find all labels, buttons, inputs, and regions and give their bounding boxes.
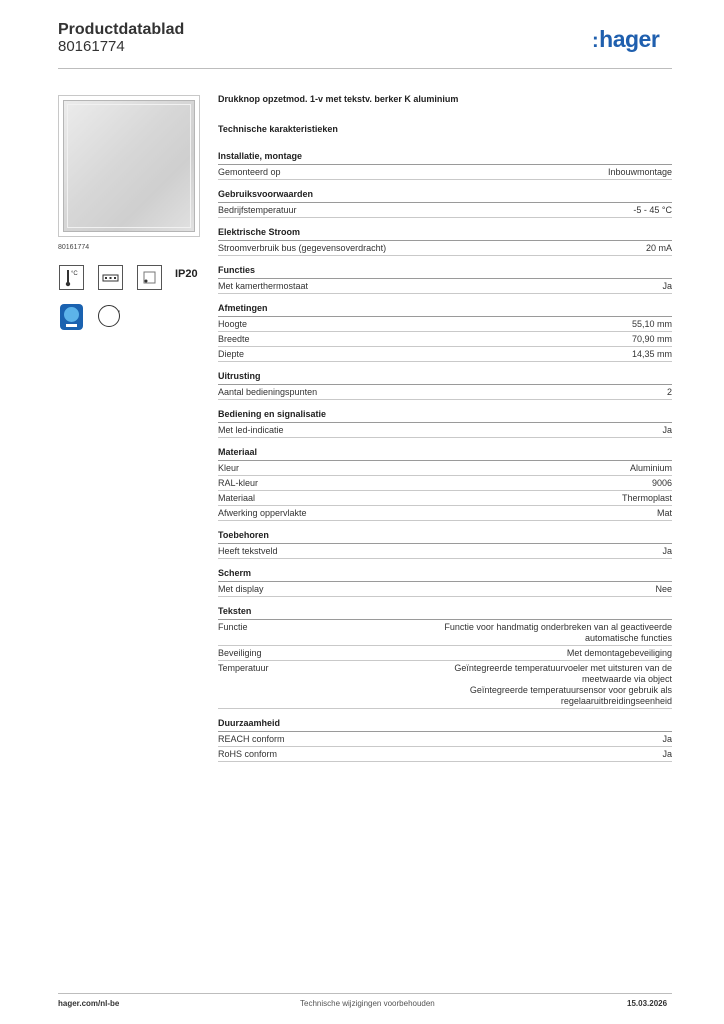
product-image-caption: 80161774: [58, 244, 90, 251]
spec-group-title: Toebehoren: [218, 529, 672, 544]
spec-label: Met led-indicatie: [218, 425, 284, 435]
spec-label: Functie: [218, 622, 248, 632]
spec-label: RoHS conform: [218, 749, 278, 759]
spec-group: [218, 529, 672, 559]
spec-group: [218, 188, 672, 218]
spec-group: [218, 226, 672, 256]
spec-value: 2: [666, 387, 672, 397]
spec-row: [218, 165, 672, 180]
spec-row: [218, 423, 672, 438]
spec-row: [218, 582, 672, 597]
hager-logo: [592, 26, 659, 53]
logo-text: hager: [599, 26, 660, 52]
spec-value: Ja: [662, 734, 672, 744]
spec-group-title: Materiaal: [218, 446, 672, 461]
ip-rating-badge: IP20: [175, 268, 198, 280]
spec-group: [218, 264, 672, 294]
spec-group-title: Elektrische Stroom: [218, 226, 672, 241]
spec-row: [218, 491, 672, 506]
footer-divider: [58, 993, 672, 994]
spec-value: Aluminium: [629, 463, 672, 473]
spec-row: [218, 279, 672, 294]
spec-column: [218, 94, 672, 770]
spec-group-title: Uitrusting: [218, 370, 672, 385]
footer-website: hager.com/nl-be: [58, 999, 120, 1008]
spec-group: [218, 605, 672, 709]
spec-value: 9006: [651, 478, 672, 488]
header-divider: [58, 68, 672, 69]
spec-group: [218, 150, 672, 180]
spec-group: [218, 408, 672, 438]
spec-row: [218, 317, 672, 332]
section-title: Technische karakteristieken: [218, 124, 338, 134]
spec-group-title: Bediening en signalisatie: [218, 408, 672, 423]
spec-value: Ja: [662, 281, 672, 291]
spec-label: Heeft tekstveld: [218, 546, 278, 556]
spec-value: Nee: [655, 584, 672, 594]
spec-row: [218, 241, 672, 256]
spec-value: Ja: [662, 425, 672, 435]
circle-sensor-tag: ″: [118, 311, 121, 317]
spec-value: 55,10 mm: [631, 319, 672, 329]
spec-label: Aantal bedieningspunten: [218, 387, 318, 397]
spec-group-title: Installatie, montage: [218, 150, 672, 165]
spec-label: Met display: [218, 584, 264, 594]
product-name: Drukknop opzetmod. 1-v met tekstv. berker K aluminium: [218, 94, 459, 104]
spec-label: Temperatuur: [218, 663, 269, 673]
spec-label: RAL-kleur: [218, 478, 259, 488]
spec-groups: [218, 150, 672, 762]
footer-date: 15.03.2026: [627, 999, 668, 1008]
product-code: 80161774: [58, 38, 125, 55]
eprel-icon: [60, 304, 83, 330]
spec-group: [218, 567, 672, 597]
spec-value: 14,35 mm: [631, 349, 672, 359]
spec-group: [218, 370, 672, 400]
spec-value: 70,90 mm: [631, 334, 672, 344]
spec-label: REACH conform: [218, 734, 285, 744]
display-panel-icon: [98, 265, 123, 290]
spec-label: Kleur: [218, 463, 240, 473]
spec-row: [218, 385, 672, 400]
spec-row: [218, 476, 672, 491]
spec-label: Materiaal: [218, 493, 256, 503]
spec-label: Diepte: [218, 349, 245, 359]
spec-group-title: Afmetingen: [218, 302, 672, 317]
logo-dots: :: [592, 30, 599, 52]
spec-row: [218, 732, 672, 747]
footer-disclaimer: Technische wijzigingen voorbehouden: [300, 999, 435, 1008]
spec-value: Functie voor handmatig onderbreken van al geactiveerde automatische functies: [444, 622, 672, 643]
spec-group-title: Scherm: [218, 567, 672, 582]
spec-group: [218, 302, 672, 362]
spec-label: Met kamerthermostaat: [218, 281, 309, 291]
spec-row: [218, 661, 672, 709]
spec-label: Hoogte: [218, 319, 248, 329]
spec-group-title: Functies: [218, 264, 672, 279]
spec-row: [218, 544, 672, 559]
spec-row: [218, 620, 672, 646]
spec-row: [218, 332, 672, 347]
product-image-frame: [58, 95, 200, 237]
spec-label: Bedrijfstemperatuur: [218, 205, 297, 215]
spec-row: [218, 203, 672, 218]
circle-sensor-icon: [98, 305, 120, 327]
spec-value: -5 - 45 °C: [633, 205, 672, 215]
spec-row: [218, 461, 672, 476]
spec-label: Beveiliging: [218, 648, 262, 658]
spec-row: [218, 747, 672, 762]
product-image: [63, 100, 195, 232]
sensor-box-icon: [137, 265, 162, 290]
spec-label: Afwerking oppervlakte: [218, 508, 307, 518]
spec-row: [218, 347, 672, 362]
spec-value: Geïntegreerde temperatuurvoeler met uitsturen van de meetwaarde via object Geïntegreerde temperatuursensor voor gebruik als regelaaruitbreidingseenheid: [454, 663, 672, 706]
spec-value: 20 mA: [645, 243, 672, 253]
spec-row: [218, 506, 672, 521]
spec-value: Ja: [662, 749, 672, 759]
spec-label: Stroomverbruik bus (gegevensoverdracht): [218, 243, 387, 253]
page-title: Productdatablad: [58, 21, 185, 38]
spec-group: [218, 717, 672, 762]
spec-value: Ja: [662, 546, 672, 556]
spec-value: Thermoplast: [621, 493, 672, 503]
spec-label: Breedte: [218, 334, 250, 344]
spec-group: [218, 446, 672, 521]
temperature-celsius-icon: [59, 265, 84, 290]
spec-value: Mat: [656, 508, 672, 518]
spec-group-title: Teksten: [218, 605, 672, 620]
svg-text:°C: °C: [71, 271, 78, 277]
spec-group-title: Gebruiksvoorwaarden: [218, 188, 672, 203]
spec-value: Inbouwmontage: [607, 167, 672, 177]
spec-value: Met demontagebeveiliging: [566, 648, 672, 658]
spec-row: [218, 646, 672, 661]
spec-group-title: Duurzaamheid: [218, 717, 672, 732]
spec-label: Gemonteerd op: [218, 167, 281, 177]
